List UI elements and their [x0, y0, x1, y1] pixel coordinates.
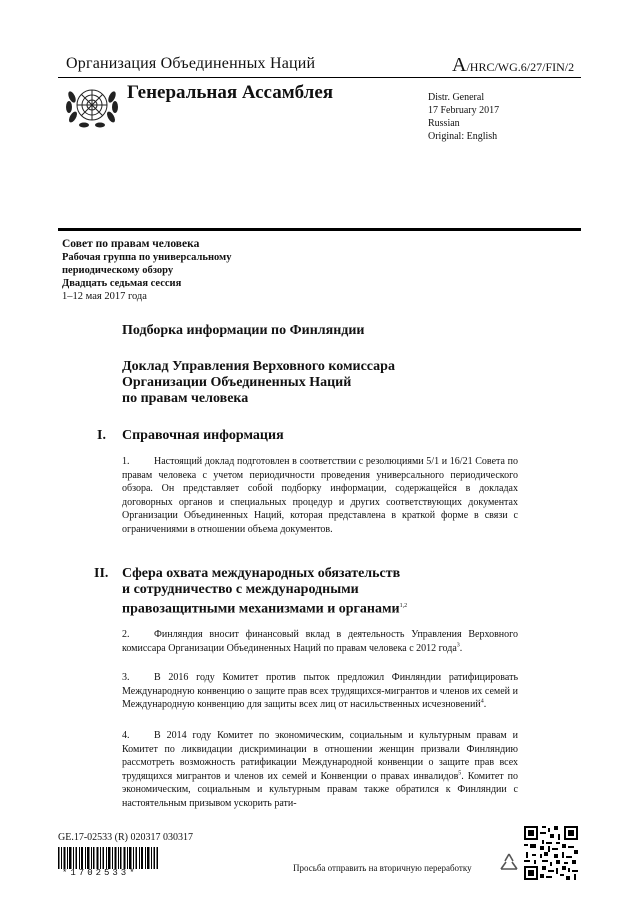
- paragraph-text-end: .: [459, 642, 463, 654]
- document-symbol: [452, 54, 574, 77]
- barcode-number: *1702533*: [62, 868, 138, 878]
- paragraph: [122, 628, 518, 655]
- paragraph-text-end: . Комитет по экономическим, социальным и культурным правам также обратился к Финляндии с настоятельным призывом ускорить рати-: [122, 770, 518, 809]
- document-code: GE.17-02533 (R) 020317 030317: [58, 832, 193, 843]
- distribution-block: [428, 91, 499, 143]
- footnote-ref: 5: [458, 770, 462, 777]
- paragraph-number: 1.: [122, 456, 130, 467]
- paragraph-text: Настоящий доклад подготовлен в соответствии с резолюциями 5/1 и 16/21 Совета по правам человека с учетом периодичности проведения универсального периодического обзора. Он представляет собой подборку информации, содержащейся в докладах договорных органов и специальных процедур и других соответствующих документах Организации Объединенных Наций, которая представлена в краткой форме в связи с ограничениями в отношении объема документов.: [122, 456, 518, 535]
- section-title: [122, 566, 407, 618]
- working-group-line1: Рабочая группа по универсальному: [62, 252, 232, 263]
- council-name: Совет по правам человека: [62, 238, 200, 250]
- paragraph-text: Финляндия вносит финансовый вклад в деятельность Управления Верховного комиссара Организации Объединенных Наций по правам человека с 2012 года: [122, 629, 518, 654]
- session-name: Двадцать седьмая сессия: [62, 278, 182, 289]
- paragraph-text: В 2016 году Комитет против пыток предложил Финляндии ратифицировать Международную конвенцию о защите прав всех трудящихся-мигрантов и членов их семей и Международную конвенцию для защиты всех лиц от насильственных исчезновений: [122, 672, 518, 710]
- recycle-icon: [497, 851, 521, 875]
- organization-name: Организация Объединенных Наций: [66, 55, 316, 72]
- paragraph-text-end: .: [483, 699, 487, 710]
- paragraph-number: 3.: [122, 672, 130, 683]
- paragraph-number: 2.: [122, 629, 130, 640]
- footnote-ref: 4: [480, 698, 484, 705]
- report-title: [122, 359, 395, 407]
- footnote-ref: 1,2: [399, 603, 408, 609]
- compilation-title: Подборка информации по Финляндии: [122, 323, 365, 338]
- section-number: I.: [97, 428, 106, 443]
- paragraph: [122, 729, 518, 810]
- recycle-note: Просьба отправить на вторичную переработку: [293, 863, 472, 873]
- distr-general: Distr. General: [428, 92, 485, 103]
- session-dates: 1–12 мая 2017 года: [62, 291, 147, 302]
- distr-original: Original: English: [428, 131, 498, 142]
- barcode-icon: [58, 847, 158, 869]
- paragraph-number: 4.: [122, 730, 130, 741]
- council-block: [62, 238, 231, 303]
- distr-language: Russian: [428, 118, 460, 129]
- top-rule: [58, 77, 581, 78]
- symbol-rest: /HRC/WG.6/27/FIN/2: [466, 60, 575, 74]
- section-number: II.: [94, 566, 109, 581]
- section-title: Справочная информация: [122, 428, 284, 443]
- report-title-line: Доклад Управления Верховного комиссара: [122, 359, 395, 374]
- assembly-title: Генеральная Ассамблея: [127, 82, 334, 103]
- working-group-line2: периодическому обзору: [62, 265, 174, 276]
- symbol-prefix: A: [452, 54, 467, 76]
- un-emblem-icon: [64, 83, 120, 131]
- report-title-line: по правам человека: [122, 391, 249, 406]
- section-title-line: Сфера охвата международных обязательств: [122, 566, 401, 581]
- footnote-ref: 3: [456, 642, 460, 649]
- paragraph: [122, 671, 518, 712]
- qr-code-icon: [524, 826, 578, 880]
- thick-rule: [58, 228, 581, 231]
- section-title-line: и сотрудничество с международными: [122, 582, 359, 597]
- paragraph: [122, 455, 518, 536]
- section-title-line: [122, 598, 407, 618]
- paragraph-text: В 2014 году Комитет по экономическим, социальным и культурным правам и Комитет по ликвидации дискриминации в отношении женщин призвали Финляндию рассмотреть возможность ратификации Международной конвенции о защите прав всех трудящихся мигрантов и членов их семей и Конвенции о правах инвалидов: [122, 730, 518, 782]
- distr-date: 17 February 2017: [428, 105, 500, 116]
- section-title-text: правозащитными механизмами и органами: [122, 601, 400, 617]
- report-title-line: Организации Объединенных Наций: [122, 375, 352, 390]
